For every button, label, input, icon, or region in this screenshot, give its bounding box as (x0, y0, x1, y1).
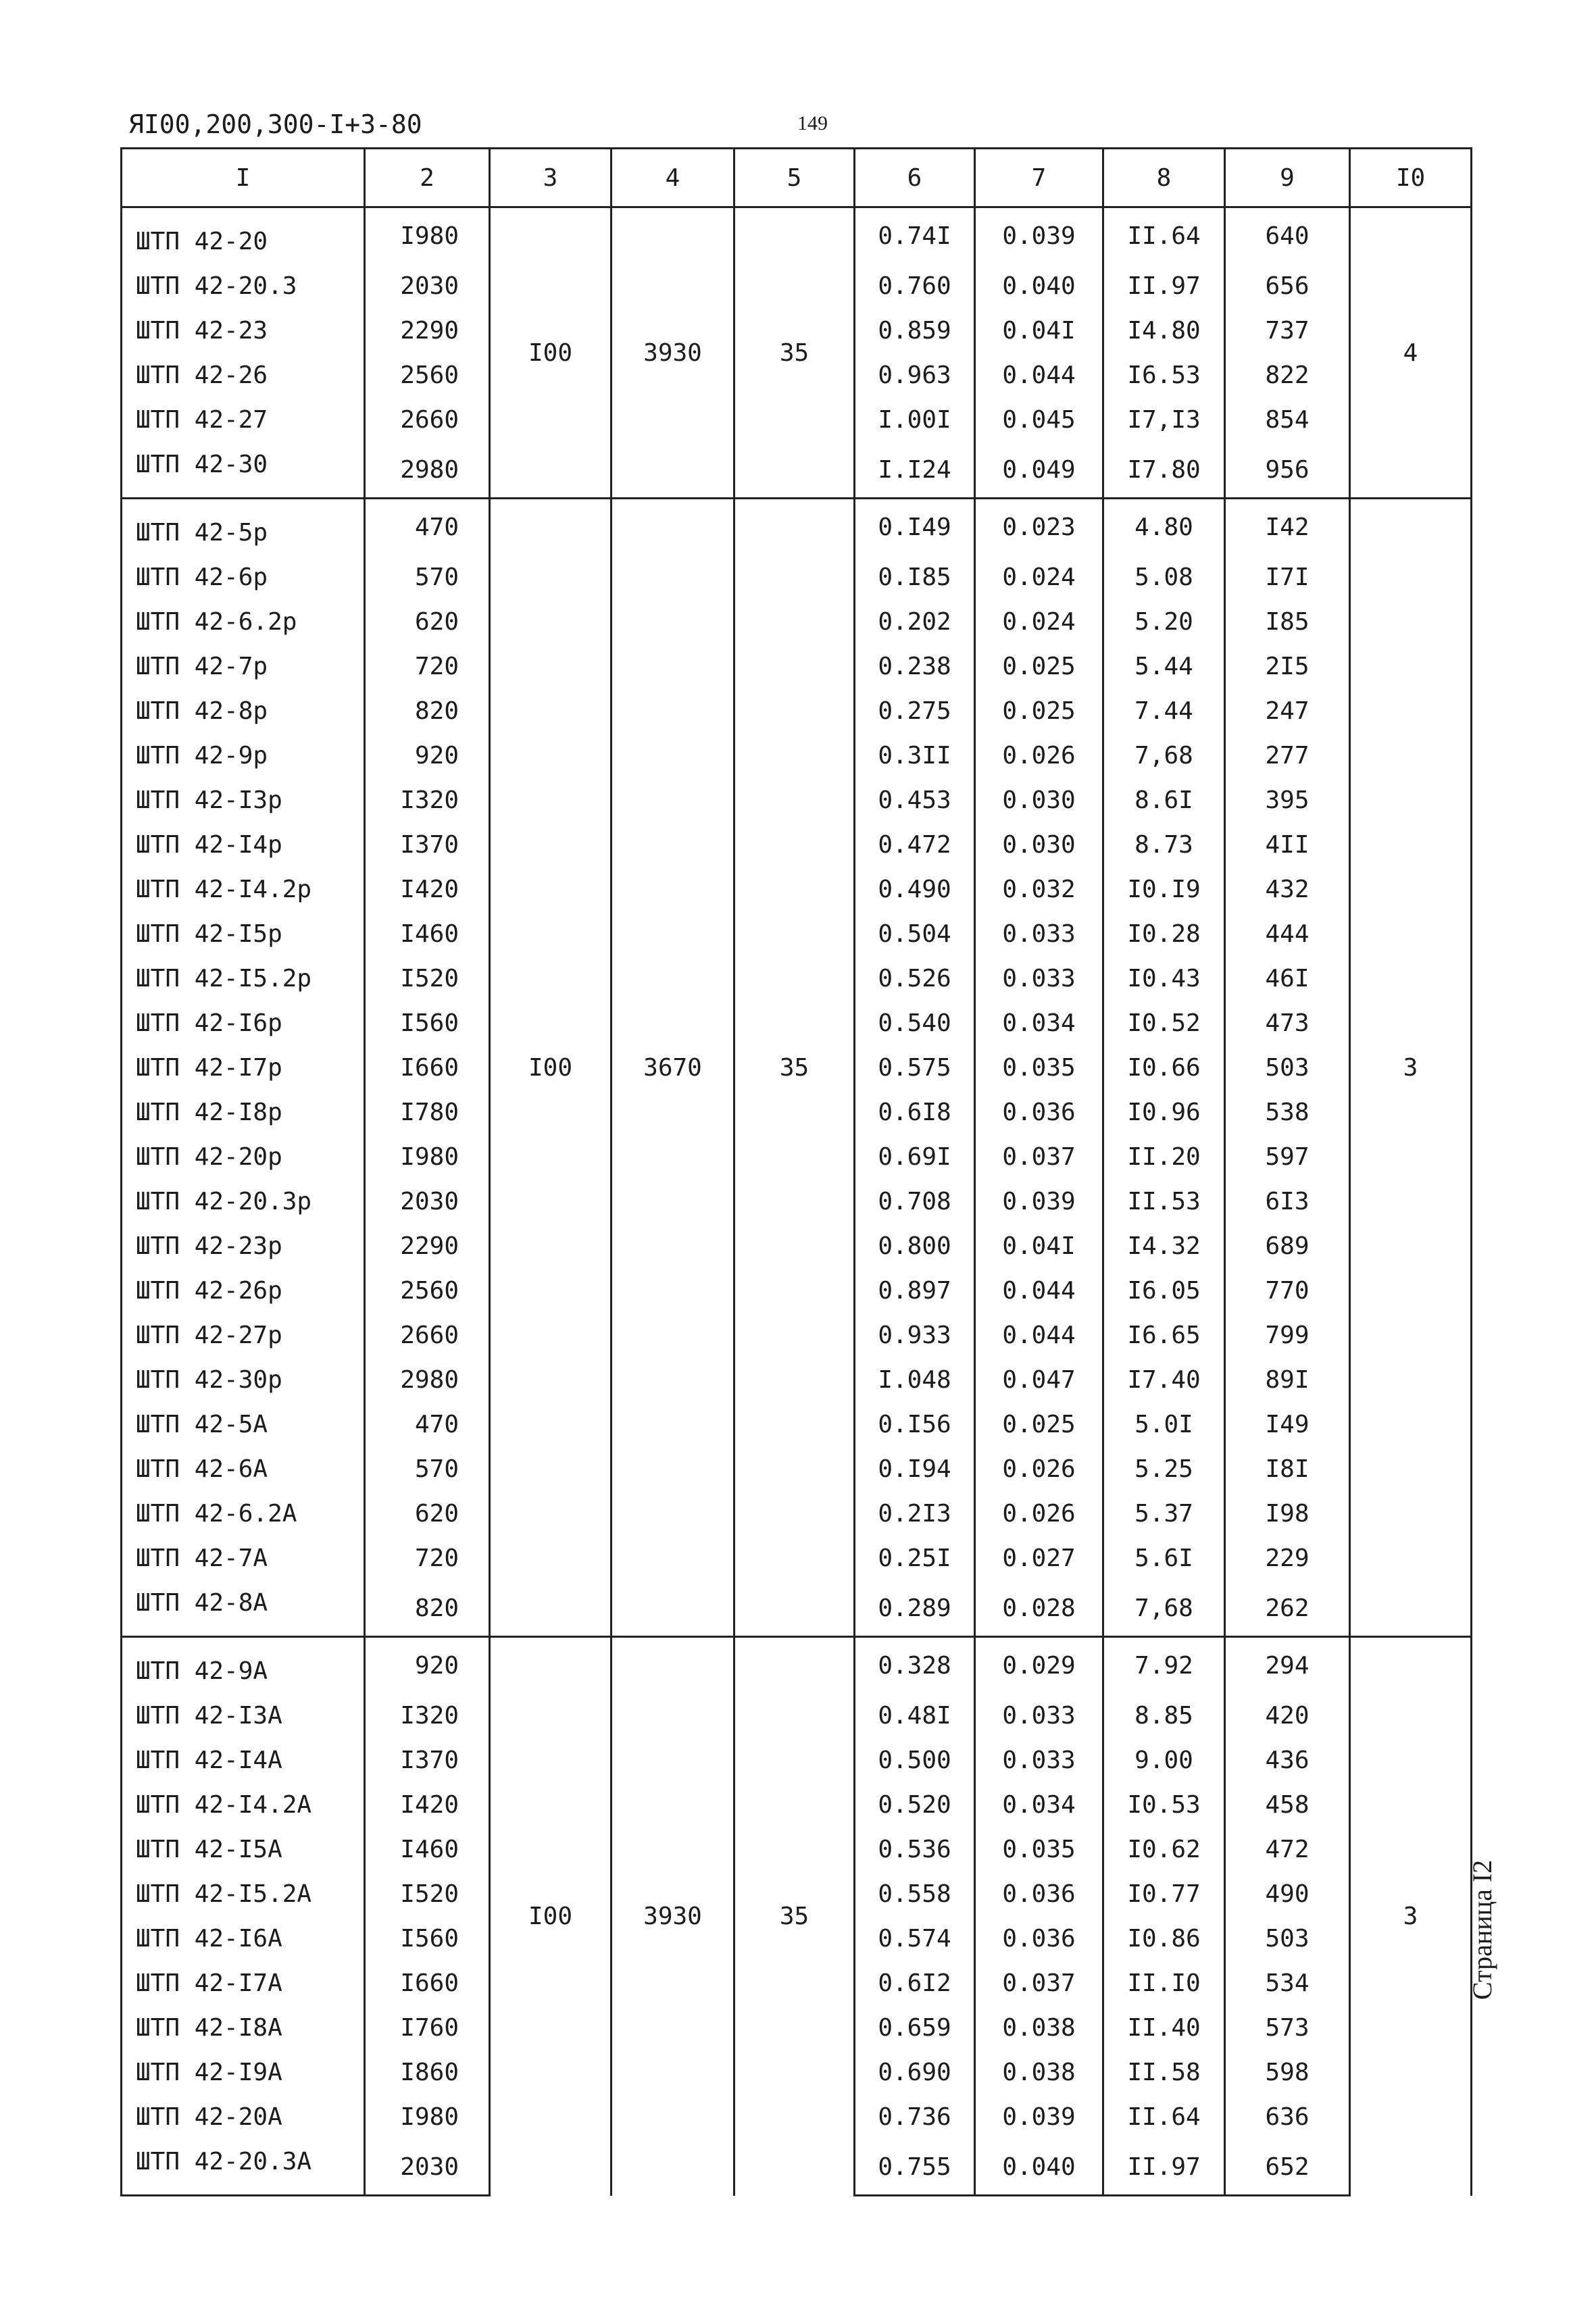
value-col-8: I4.80 (1103, 308, 1225, 353)
value-col-6: 0.289 (855, 1580, 975, 1637)
item-designation: ШТП 42-6.2А (122, 1491, 365, 1536)
item-designation: ШТП 42-8А (122, 1580, 365, 1637)
item-designation: ШТП 42-7р (122, 644, 365, 688)
value-col-6: 0.I94 (855, 1447, 975, 1491)
value-col-10: 3 (1350, 1637, 1472, 2196)
value-col-9: 46I (1225, 956, 1350, 1001)
value-col-6: 0.453 (855, 778, 975, 822)
value-col-7: 0.034 (975, 1001, 1103, 1045)
value-col-8: 5.44 (1103, 644, 1225, 688)
item-designation: ШТП 42-20А (122, 2094, 365, 2139)
value-col-6: 0.6I8 (855, 1090, 975, 1134)
value-col-9: 420 (1225, 1693, 1350, 1738)
value-col-9: 262 (1225, 1580, 1350, 1637)
value-col-2: 570 (365, 555, 490, 599)
item-designation: ШТП 42-7А (122, 1536, 365, 1580)
value-col-8: 9.00 (1103, 1738, 1225, 1782)
item-designation: ШТП 42-I9А (122, 2050, 365, 2094)
item-designation: ШТП 42-20.3А (122, 2139, 365, 2196)
value-col-2: 2560 (365, 1268, 490, 1313)
value-col-7: 0.044 (975, 353, 1103, 397)
item-designation: ШТП 42-9р (122, 733, 365, 778)
value-col-2: 620 (365, 599, 490, 644)
value-col-9: 436 (1225, 1738, 1350, 1782)
value-col-2: I520 (365, 1871, 490, 1916)
column-header-8: 8 (1103, 149, 1225, 207)
value-col-7: 0.038 (975, 2050, 1103, 2094)
item-designation: ШТП 42-I8р (122, 1090, 365, 1134)
value-col-6: 0.202 (855, 599, 975, 644)
value-col-3: I00 (490, 499, 612, 1637)
value-col-8: II.53 (1103, 1179, 1225, 1224)
value-col-5: 35 (734, 207, 855, 499)
value-col-6: 0.755 (855, 2139, 975, 2196)
value-col-9: 822 (1225, 353, 1350, 397)
value-col-7: 0.036 (975, 1090, 1103, 1134)
value-col-10: 4 (1350, 207, 1472, 499)
page-number: 149 (797, 112, 828, 134)
item-designation: ШТП 42-23 (122, 308, 365, 353)
value-col-2: 2030 (365, 263, 490, 308)
value-col-9: 395 (1225, 778, 1350, 822)
value-col-9: I85 (1225, 599, 1350, 644)
value-col-10: 3 (1350, 499, 1472, 1637)
value-col-7: 0.024 (975, 599, 1103, 644)
document-series-code: ЯI00,200,300-I+3-80 (128, 109, 422, 139)
value-col-2: I370 (365, 822, 490, 867)
value-col-6: 0.708 (855, 1179, 975, 1224)
value-col-2: I460 (365, 1827, 490, 1871)
value-col-7: 0.039 (975, 2094, 1103, 2139)
value-col-9: 432 (1225, 867, 1350, 911)
value-col-9: 652 (1225, 2139, 1350, 2196)
value-col-2: 470 (365, 499, 490, 555)
value-col-7: 0.026 (975, 1447, 1103, 1491)
item-designation: ШТП 42-27 (122, 397, 365, 442)
value-col-6: 0.659 (855, 2005, 975, 2050)
value-col-9: 656 (1225, 263, 1350, 308)
value-col-8: 5.0I (1103, 1402, 1225, 1447)
item-designation: ШТП 42-I3А (122, 1693, 365, 1738)
value-col-6: 0.574 (855, 1916, 975, 1961)
value-col-9: 854 (1225, 397, 1350, 442)
value-col-2: I420 (365, 867, 490, 911)
value-col-7: 0.047 (975, 1357, 1103, 1402)
value-col-7: 0.036 (975, 1916, 1103, 1961)
value-col-9: 799 (1225, 1313, 1350, 1357)
value-col-2: I320 (365, 778, 490, 822)
value-col-7: 0.033 (975, 911, 1103, 956)
value-col-6: 0.859 (855, 308, 975, 353)
value-col-8: 7.92 (1103, 1637, 1225, 1694)
value-col-8: II.I0 (1103, 1961, 1225, 2005)
value-col-9: 473 (1225, 1001, 1350, 1045)
row-group-1 (122, 207, 1472, 499)
value-col-6: 0.6I2 (855, 1961, 975, 2005)
value-col-7: 0.023 (975, 499, 1103, 555)
item-designation: ШТП 42-I5.2р (122, 956, 365, 1001)
value-col-8: I0.62 (1103, 1827, 1225, 1871)
item-designation: ШТП 42-I3р (122, 778, 365, 822)
value-col-6: 0.74I (855, 207, 975, 264)
item-designation: ШТП 42-30р (122, 1357, 365, 1402)
value-col-9: 4II (1225, 822, 1350, 867)
value-col-2: 2290 (365, 1224, 490, 1268)
value-col-2: 2560 (365, 353, 490, 397)
value-col-7: 0.026 (975, 733, 1103, 778)
value-col-5: 35 (734, 499, 855, 1637)
value-col-8: I0.86 (1103, 1916, 1225, 1961)
value-col-8: 4.80 (1103, 499, 1225, 555)
item-designation: ШТП 42-30 (122, 442, 365, 499)
item-designation: ШТП 42-I5.2А (122, 1871, 365, 1916)
value-col-2: 820 (365, 1580, 490, 1637)
value-col-7: 0.040 (975, 2139, 1103, 2196)
value-col-9: I8I (1225, 1447, 1350, 1491)
value-col-8: 5.37 (1103, 1491, 1225, 1536)
value-col-2: 620 (365, 1491, 490, 1536)
item-designation: ШТП 42-26р (122, 1268, 365, 1313)
value-col-9: 2I5 (1225, 644, 1350, 688)
value-col-8: I6.05 (1103, 1268, 1225, 1313)
value-col-9: 503 (1225, 1045, 1350, 1090)
item-designation: ШТП 42-20р (122, 1134, 365, 1179)
value-col-2: I660 (365, 1961, 490, 2005)
value-col-8: I7.40 (1103, 1357, 1225, 1402)
value-col-5: 35 (734, 1637, 855, 2196)
column-header-9: 9 (1225, 149, 1350, 207)
value-col-8: I0.53 (1103, 1782, 1225, 1827)
value-col-2: 720 (365, 644, 490, 688)
value-col-2: I520 (365, 956, 490, 1001)
value-col-7: 0.025 (975, 644, 1103, 688)
value-col-8: II.64 (1103, 2094, 1225, 2139)
value-col-6: 0.48I (855, 1693, 975, 1738)
item-designation: ШТП 42-20.3р (122, 1179, 365, 1224)
value-col-6: 0.328 (855, 1637, 975, 1694)
value-col-6: 0.I85 (855, 555, 975, 599)
value-col-6: 0.933 (855, 1313, 975, 1357)
value-col-8: 5.08 (1103, 555, 1225, 599)
value-col-2: 920 (365, 733, 490, 778)
value-col-2: I860 (365, 2050, 490, 2094)
value-col-7: 0.044 (975, 1313, 1103, 1357)
value-col-2: 2030 (365, 2139, 490, 2196)
value-col-2: 2660 (365, 397, 490, 442)
value-col-4: 3930 (612, 207, 734, 499)
item-designation: ШТП 42-23р (122, 1224, 365, 1268)
item-designation: ШТП 42-8р (122, 688, 365, 733)
value-col-2: I420 (365, 1782, 490, 1827)
value-col-2: 2980 (365, 1357, 490, 1402)
value-col-9: 472 (1225, 1827, 1350, 1871)
value-col-7: 0.035 (975, 1045, 1103, 1090)
table-header-row (122, 149, 1472, 207)
value-col-9: 247 (1225, 688, 1350, 733)
value-col-2: 570 (365, 1447, 490, 1491)
side-page-label: Страница I2 (1467, 1859, 1497, 2000)
value-col-7: 0.04I (975, 1224, 1103, 1268)
value-col-6: 0.897 (855, 1268, 975, 1313)
value-col-9: 689 (1225, 1224, 1350, 1268)
value-col-6: 0.520 (855, 1782, 975, 1827)
value-col-2: I370 (365, 1738, 490, 1782)
value-col-7: 0.029 (975, 1637, 1103, 1694)
value-col-6: 0.800 (855, 1224, 975, 1268)
value-col-6: I.I24 (855, 442, 975, 499)
value-col-6: 0.500 (855, 1738, 975, 1782)
value-col-8: I0.77 (1103, 1871, 1225, 1916)
value-col-9: 229 (1225, 1536, 1350, 1580)
row-group-2 (122, 499, 1472, 1637)
value-col-7: 0.039 (975, 1179, 1103, 1224)
value-col-6: 0.760 (855, 263, 975, 308)
value-col-2: I560 (365, 1916, 490, 1961)
value-col-7: 0.030 (975, 822, 1103, 867)
value-col-9: 636 (1225, 2094, 1350, 2139)
value-col-9: I98 (1225, 1491, 1350, 1536)
item-designation: ШТП 42-I7р (122, 1045, 365, 1090)
value-col-2: I560 (365, 1001, 490, 1045)
value-col-2: I660 (365, 1045, 490, 1090)
value-col-7: 0.034 (975, 1782, 1103, 1827)
value-col-8: 5.20 (1103, 599, 1225, 644)
value-col-2: 2030 (365, 1179, 490, 1224)
value-col-2: 2980 (365, 442, 490, 499)
value-col-9: I49 (1225, 1402, 1350, 1447)
item-designation: ШТП 42-I4.2р (122, 867, 365, 911)
row-group-3 (122, 1637, 1472, 2196)
value-col-9: 737 (1225, 308, 1350, 353)
value-col-8: 8.85 (1103, 1693, 1225, 1738)
value-col-6: I.048 (855, 1357, 975, 1402)
value-col-8: II.58 (1103, 2050, 1225, 2094)
value-col-2: 720 (365, 1536, 490, 1580)
value-col-2: 920 (365, 1637, 490, 1694)
value-col-7: 0.027 (975, 1536, 1103, 1580)
value-col-6: 0.490 (855, 867, 975, 911)
value-col-8: I0.I9 (1103, 867, 1225, 911)
value-col-6: 0.I49 (855, 499, 975, 555)
value-col-6: 0.25I (855, 1536, 975, 1580)
item-designation: ШТП 42-6.2р (122, 599, 365, 644)
item-designation: ШТП 42-5А (122, 1402, 365, 1447)
value-col-2: I980 (365, 207, 490, 264)
value-col-7: 0.025 (975, 688, 1103, 733)
value-col-6: 0.690 (855, 2050, 975, 2094)
value-col-9: 597 (1225, 1134, 1350, 1179)
value-col-7: 0.044 (975, 1268, 1103, 1313)
value-col-9: 573 (1225, 2005, 1350, 2050)
value-col-8: I0.43 (1103, 956, 1225, 1001)
value-col-9: 444 (1225, 911, 1350, 956)
value-col-8: 5.6I (1103, 1536, 1225, 1580)
value-col-8: 8.73 (1103, 822, 1225, 867)
value-col-6: 0.963 (855, 353, 975, 397)
item-designation: ШТП 42-I4р (122, 822, 365, 867)
value-col-8: I0.66 (1103, 1045, 1225, 1090)
column-header-2: 2 (365, 149, 490, 207)
item-designation: ШТП 42-6р (122, 555, 365, 599)
value-col-7: 0.033 (975, 1693, 1103, 1738)
value-col-7: 0.033 (975, 1738, 1103, 1782)
value-col-2: 2660 (365, 1313, 490, 1357)
value-col-6: 0.3II (855, 733, 975, 778)
specification-table (120, 147, 1472, 2196)
value-col-9: 6I3 (1225, 1179, 1350, 1224)
value-col-2: 820 (365, 688, 490, 733)
value-col-7: 0.037 (975, 1961, 1103, 2005)
column-header-7: 7 (975, 149, 1103, 207)
item-designation: ШТП 42-26 (122, 353, 365, 397)
item-designation: ШТП 42-5р (122, 499, 365, 555)
item-designation: ШТП 42-20 (122, 207, 365, 264)
value-col-8: 7.44 (1103, 688, 1225, 733)
value-col-2: I980 (365, 2094, 490, 2139)
value-col-8: II.20 (1103, 1134, 1225, 1179)
value-col-8: II.97 (1103, 263, 1225, 308)
value-col-8: I6.53 (1103, 353, 1225, 397)
value-col-8: I7.80 (1103, 442, 1225, 499)
value-col-7: 0.033 (975, 956, 1103, 1001)
value-col-7: 0.032 (975, 867, 1103, 911)
item-designation: ШТП 42-I8А (122, 2005, 365, 2050)
value-col-6: 0.2I3 (855, 1491, 975, 1536)
value-col-7: 0.025 (975, 1402, 1103, 1447)
value-col-7: 0.035 (975, 1827, 1103, 1871)
value-col-8: I0.52 (1103, 1001, 1225, 1045)
value-col-6: 0.536 (855, 1827, 975, 1871)
value-col-7: 0.028 (975, 1580, 1103, 1637)
value-col-8: II.64 (1103, 207, 1225, 264)
value-col-2: I460 (365, 911, 490, 956)
value-col-3: I00 (490, 207, 612, 499)
value-col-6: 0.238 (855, 644, 975, 688)
column-header-3: 3 (490, 149, 612, 207)
table-row (122, 1637, 1472, 1694)
column-header-1: I (122, 149, 365, 207)
value-col-2: 2290 (365, 308, 490, 353)
value-col-9: 294 (1225, 1637, 1350, 1694)
item-designation: ШТП 42-6А (122, 1447, 365, 1491)
item-designation: ШТП 42-I6р (122, 1001, 365, 1045)
value-col-9: 956 (1225, 442, 1350, 499)
table-row (122, 499, 1472, 555)
value-col-4: 3930 (612, 1637, 734, 2196)
value-col-7: 0.045 (975, 397, 1103, 442)
value-col-7: 0.038 (975, 2005, 1103, 2050)
value-col-9: 458 (1225, 1782, 1350, 1827)
value-col-7: 0.024 (975, 555, 1103, 599)
value-col-2: I760 (365, 2005, 490, 2050)
value-col-7: 0.030 (975, 778, 1103, 822)
value-col-6: 0.736 (855, 2094, 975, 2139)
value-col-6: 0.575 (855, 1045, 975, 1090)
value-col-6: 0.472 (855, 822, 975, 867)
item-designation: ШТП 42-I4.2А (122, 1782, 365, 1827)
value-col-6: 0.558 (855, 1871, 975, 1916)
value-col-7: 0.039 (975, 207, 1103, 264)
value-col-6: 0.526 (855, 956, 975, 1001)
value-col-7: 0.036 (975, 1871, 1103, 1916)
value-col-9: 89I (1225, 1357, 1350, 1402)
value-col-6: 0.540 (855, 1001, 975, 1045)
item-designation: ШТП 42-20.3 (122, 263, 365, 308)
value-col-9: 598 (1225, 2050, 1350, 2094)
column-header-5: 5 (734, 149, 855, 207)
value-col-2: I320 (365, 1693, 490, 1738)
value-col-8: I4.32 (1103, 1224, 1225, 1268)
item-designation: ШТП 42-I6А (122, 1916, 365, 1961)
value-col-8: I6.65 (1103, 1313, 1225, 1357)
value-col-7: 0.04I (975, 308, 1103, 353)
value-col-2: I980 (365, 1134, 490, 1179)
item-designation: ШТП 42-I5А (122, 1827, 365, 1871)
value-col-6: 0.504 (855, 911, 975, 956)
item-designation: ШТП 42-I5р (122, 911, 365, 956)
value-col-2: I780 (365, 1090, 490, 1134)
value-col-8: I7,I3 (1103, 397, 1225, 442)
value-col-9: I42 (1225, 499, 1350, 555)
item-designation: ШТП 42-I4А (122, 1738, 365, 1782)
value-col-6: 0.I56 (855, 1402, 975, 1447)
value-col-9: 534 (1225, 1961, 1350, 2005)
value-col-8: I0.28 (1103, 911, 1225, 956)
item-designation: ШТП 42-I7А (122, 1961, 365, 2005)
table-row (122, 207, 1472, 264)
column-header-10: I0 (1350, 149, 1472, 207)
value-col-8: 5.25 (1103, 1447, 1225, 1491)
value-col-9: I7I (1225, 555, 1350, 599)
value-col-2: 470 (365, 1402, 490, 1447)
value-col-9: 640 (1225, 207, 1350, 264)
column-header-6: 6 (855, 149, 975, 207)
value-col-8: 7,68 (1103, 1580, 1225, 1637)
value-col-8: I0.96 (1103, 1090, 1225, 1134)
value-col-8: 7,68 (1103, 733, 1225, 778)
item-designation: ШТП 42-9А (122, 1637, 365, 1694)
value-col-7: 0.026 (975, 1491, 1103, 1536)
value-col-8: II.40 (1103, 2005, 1225, 2050)
value-col-8: II.97 (1103, 2139, 1225, 2196)
value-col-8: 8.6I (1103, 778, 1225, 822)
value-col-9: 277 (1225, 733, 1350, 778)
value-col-7: 0.040 (975, 263, 1103, 308)
value-col-6: 0.275 (855, 688, 975, 733)
value-col-3: I00 (490, 1637, 612, 2196)
value-col-9: 503 (1225, 1916, 1350, 1961)
value-col-9: 770 (1225, 1268, 1350, 1313)
item-designation: ШТП 42-27р (122, 1313, 365, 1357)
value-col-6: 0.69I (855, 1134, 975, 1179)
value-col-6: I.00I (855, 397, 975, 442)
value-col-9: 490 (1225, 1871, 1350, 1916)
value-col-4: 3670 (612, 499, 734, 1637)
value-col-9: 538 (1225, 1090, 1350, 1134)
value-col-7: 0.049 (975, 442, 1103, 499)
value-col-7: 0.037 (975, 1134, 1103, 1179)
column-header-4: 4 (612, 149, 734, 207)
